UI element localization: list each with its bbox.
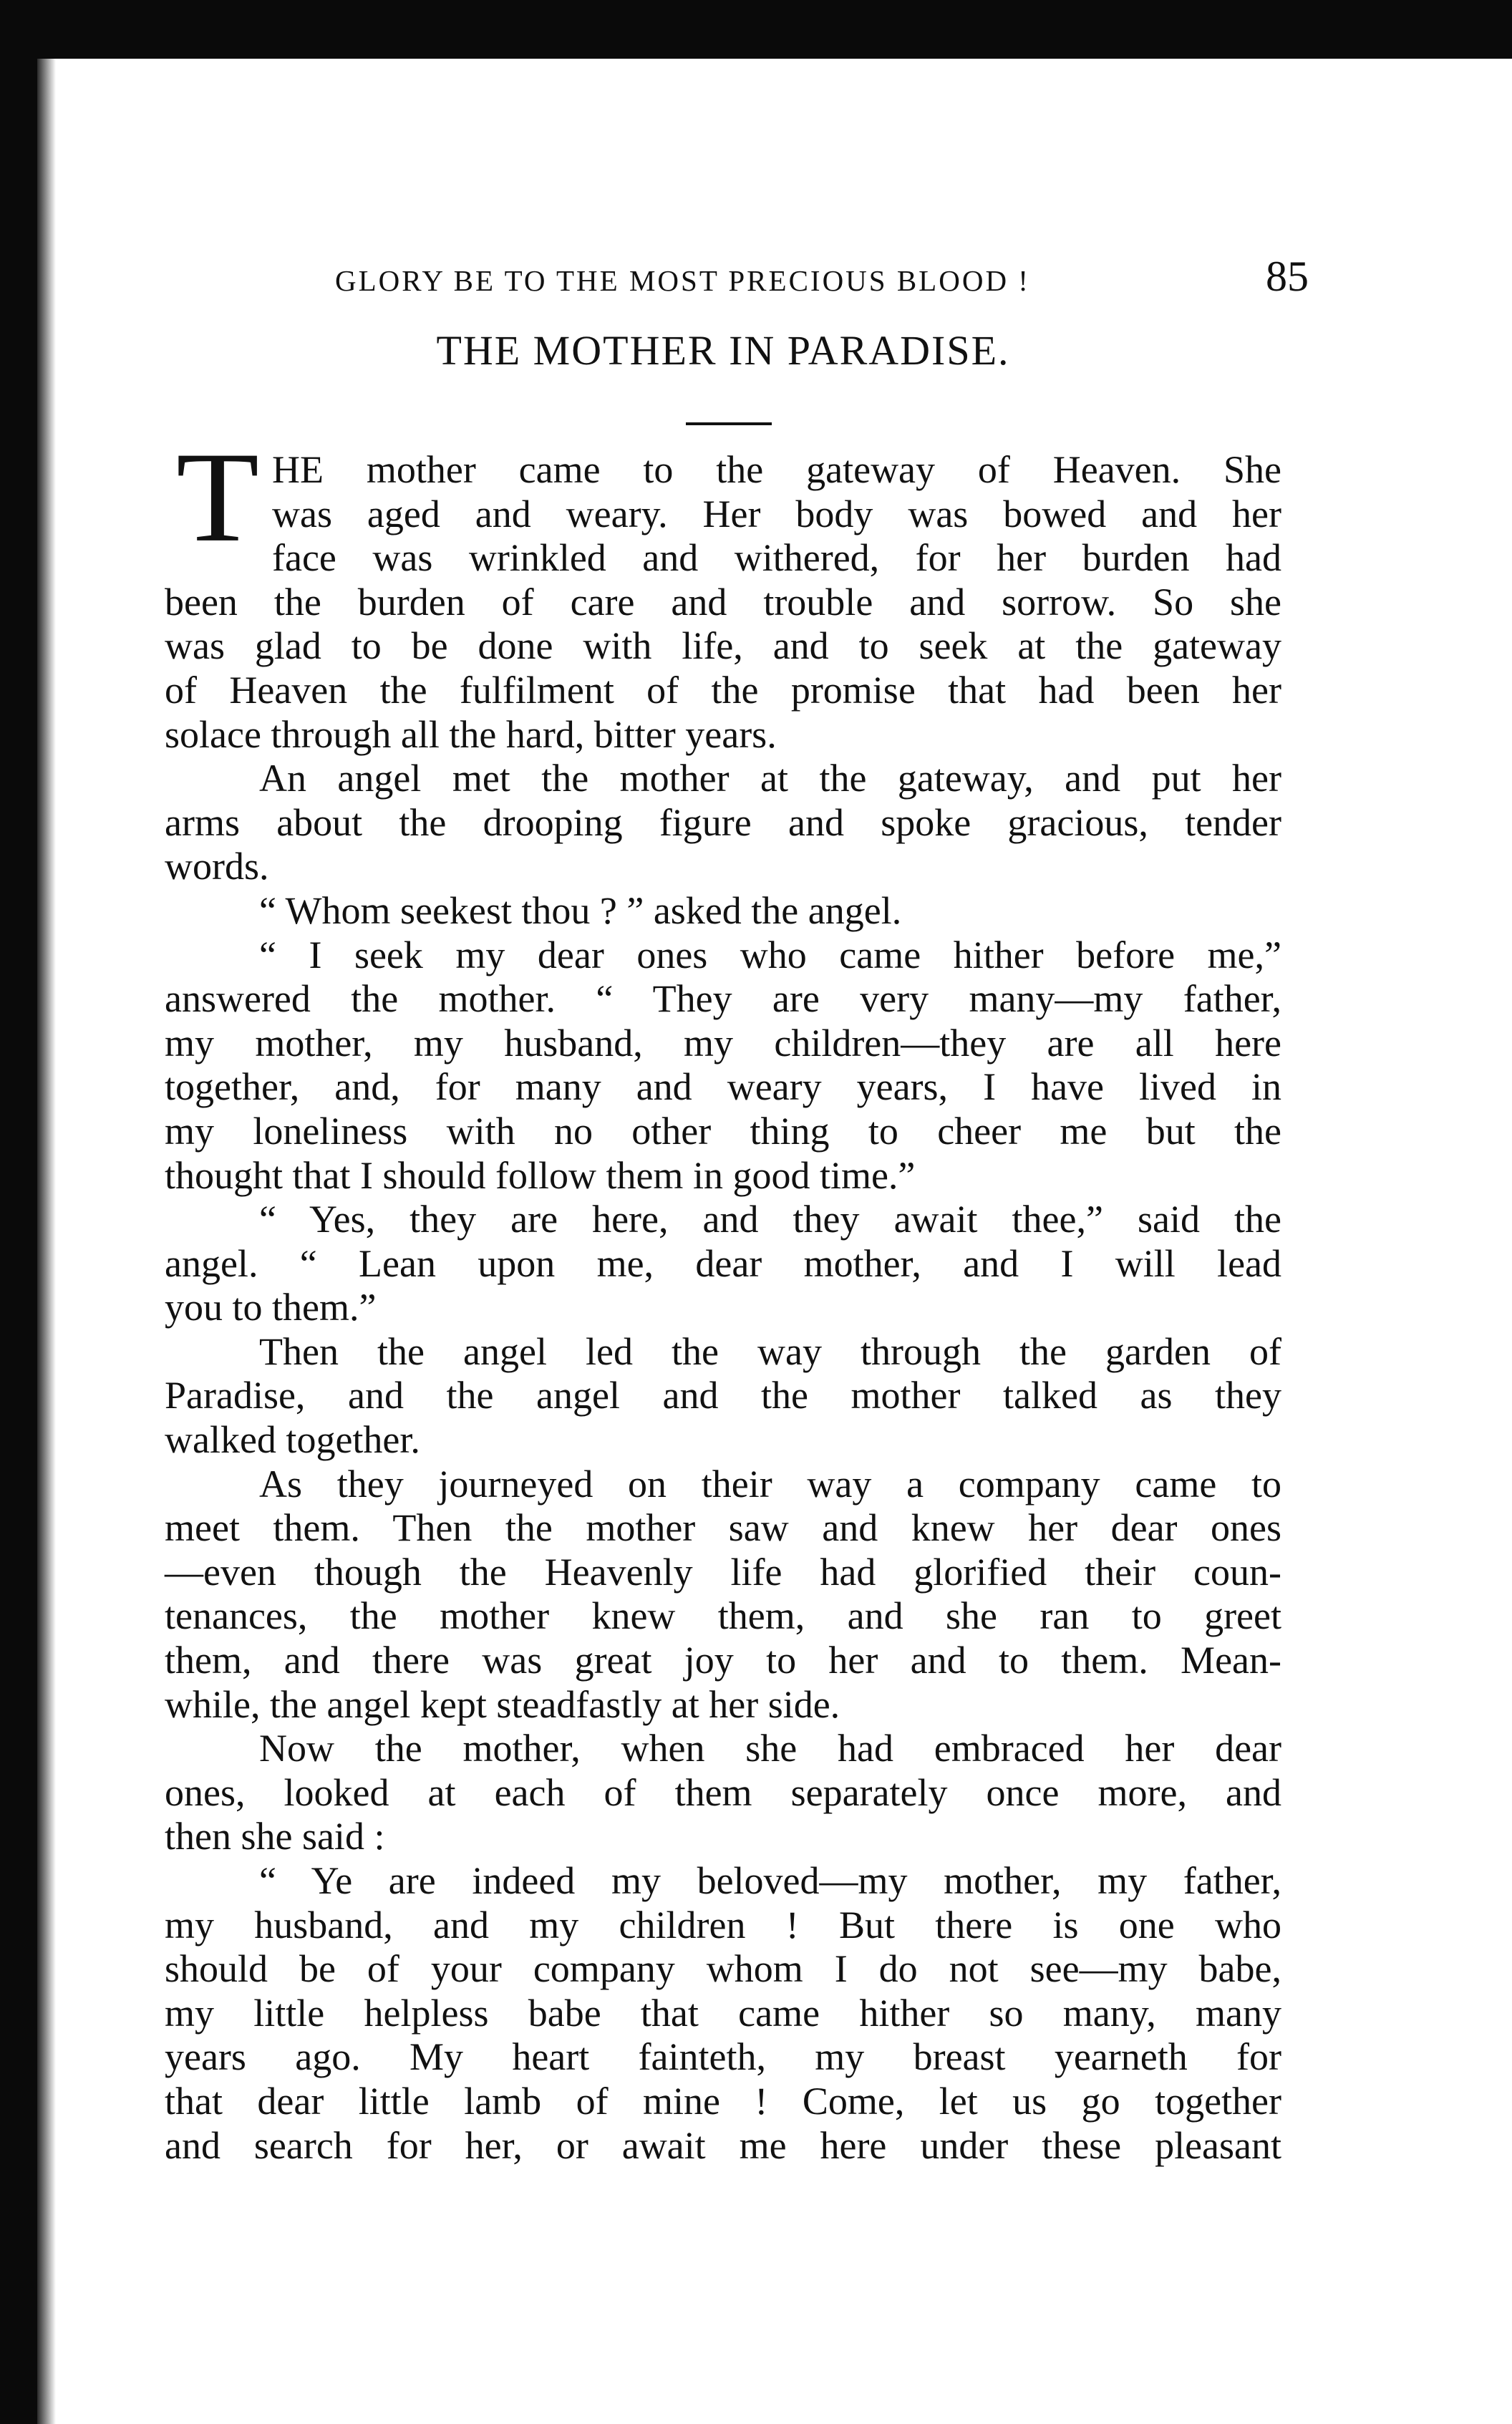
text-line: Then the angel led the way through the garden of xyxy=(259,1329,1281,1373)
scan-edge-shadow xyxy=(37,59,56,2424)
text-line: of Heaven the fulfilment of the promise that had been her xyxy=(165,668,1281,712)
text-line: should be of your company whom I do not see—my babe, xyxy=(165,1947,1281,1991)
text-line: Paradise, and the angel and the mother talked as they xyxy=(165,1374,1281,1417)
text-line: years ago. My heart fainteth, my breast yearneth for xyxy=(165,2035,1281,2079)
text-line: “ Whom seekest thou ? ” asked the angel. xyxy=(259,888,902,932)
text-line: meet them. Then the mother saw and knew her dear ones xyxy=(165,1506,1281,1550)
text-line: you to them.” xyxy=(165,1286,377,1329)
text-line: and search for her, or await me here under these pleasant xyxy=(165,2123,1281,2167)
scan-left-border xyxy=(0,0,37,2424)
text-line: An angel met the mother at the gateway, and put her xyxy=(259,757,1281,800)
text-line: arms about the drooping figure and spoke gracious, tender xyxy=(165,800,1281,844)
text-line: walked together. xyxy=(165,1418,420,1462)
text-line: while, the angel kept steadfastly at her side. xyxy=(165,1682,840,1726)
text-line: —even though the Heavenly life had glorified their coun- xyxy=(165,1550,1281,1594)
text-line: my loneliness with no other thing to cheer me but the xyxy=(165,1109,1281,1153)
running-head-title: GLORY BE TO THE MOST PRECIOUS BLOOD ! xyxy=(335,264,1030,297)
text-line: angel. “ Lean upon me, dear mother, and I will lead xyxy=(165,1241,1281,1285)
text-line: face was wrinkled and withered, for her burden had xyxy=(272,536,1281,580)
text-line: answered the mother. “ They are very many—my father, xyxy=(165,977,1281,1021)
text-line: “ Yes, they are here, and they await thee,” said the xyxy=(259,1198,1281,1241)
text-line: was glad to be done with life, and to seek at the gateway xyxy=(165,624,1281,668)
page-number: 85 xyxy=(1266,253,1309,300)
text-line: “ Ye are indeed my beloved—my mother, my father, xyxy=(259,1859,1281,1902)
text-line: been the burden of care and trouble and sorrow. So she xyxy=(165,580,1281,624)
text-line: words. xyxy=(165,845,269,888)
scan-top-border xyxy=(0,0,1512,59)
text-line: As they journeyed on their way a company came to xyxy=(259,1462,1281,1506)
text-line: ones, looked at each of them separately once more, and xyxy=(165,1770,1281,1814)
text-line: my husband, and my children ! But there is one who xyxy=(165,1903,1281,1947)
text-line: “ I seek my dear ones who came hither before me,” xyxy=(259,933,1281,976)
text-line: solace through all the hard, bitter years. xyxy=(165,712,777,756)
drop-cap-letter: T xyxy=(175,426,260,569)
text-line: tenances, the mother knew them, and she ran to greet xyxy=(165,1594,1281,1638)
chapter-title: THE MOTHER IN PARADISE. xyxy=(436,327,1010,374)
text-line: my mother, my husband, my children—they are all here xyxy=(165,1021,1281,1065)
running-head xyxy=(335,252,1309,309)
text-line: thought that I should follow them in good time.” xyxy=(165,1153,916,1197)
text-line: together, and, for many and weary years, I have lived in xyxy=(165,1065,1281,1109)
text-line: my little helpless babe that came hither so many, many xyxy=(165,1991,1281,2035)
body-text xyxy=(165,426,1281,2168)
text-line: that dear little lamb of mine ! Come, let us go together xyxy=(165,2079,1281,2123)
text-line: HE mother came to the gateway of Heaven. She xyxy=(272,448,1281,491)
text-line: them, and there was great joy to her and to them. Mean- xyxy=(165,1639,1281,1682)
text-line: was aged and weary. Her body was bowed and her xyxy=(272,492,1281,535)
text-line: then she said : xyxy=(165,1815,385,1858)
title-rule xyxy=(686,422,772,425)
text-line: Now the mother, when she had embraced her dear xyxy=(259,1727,1281,1770)
